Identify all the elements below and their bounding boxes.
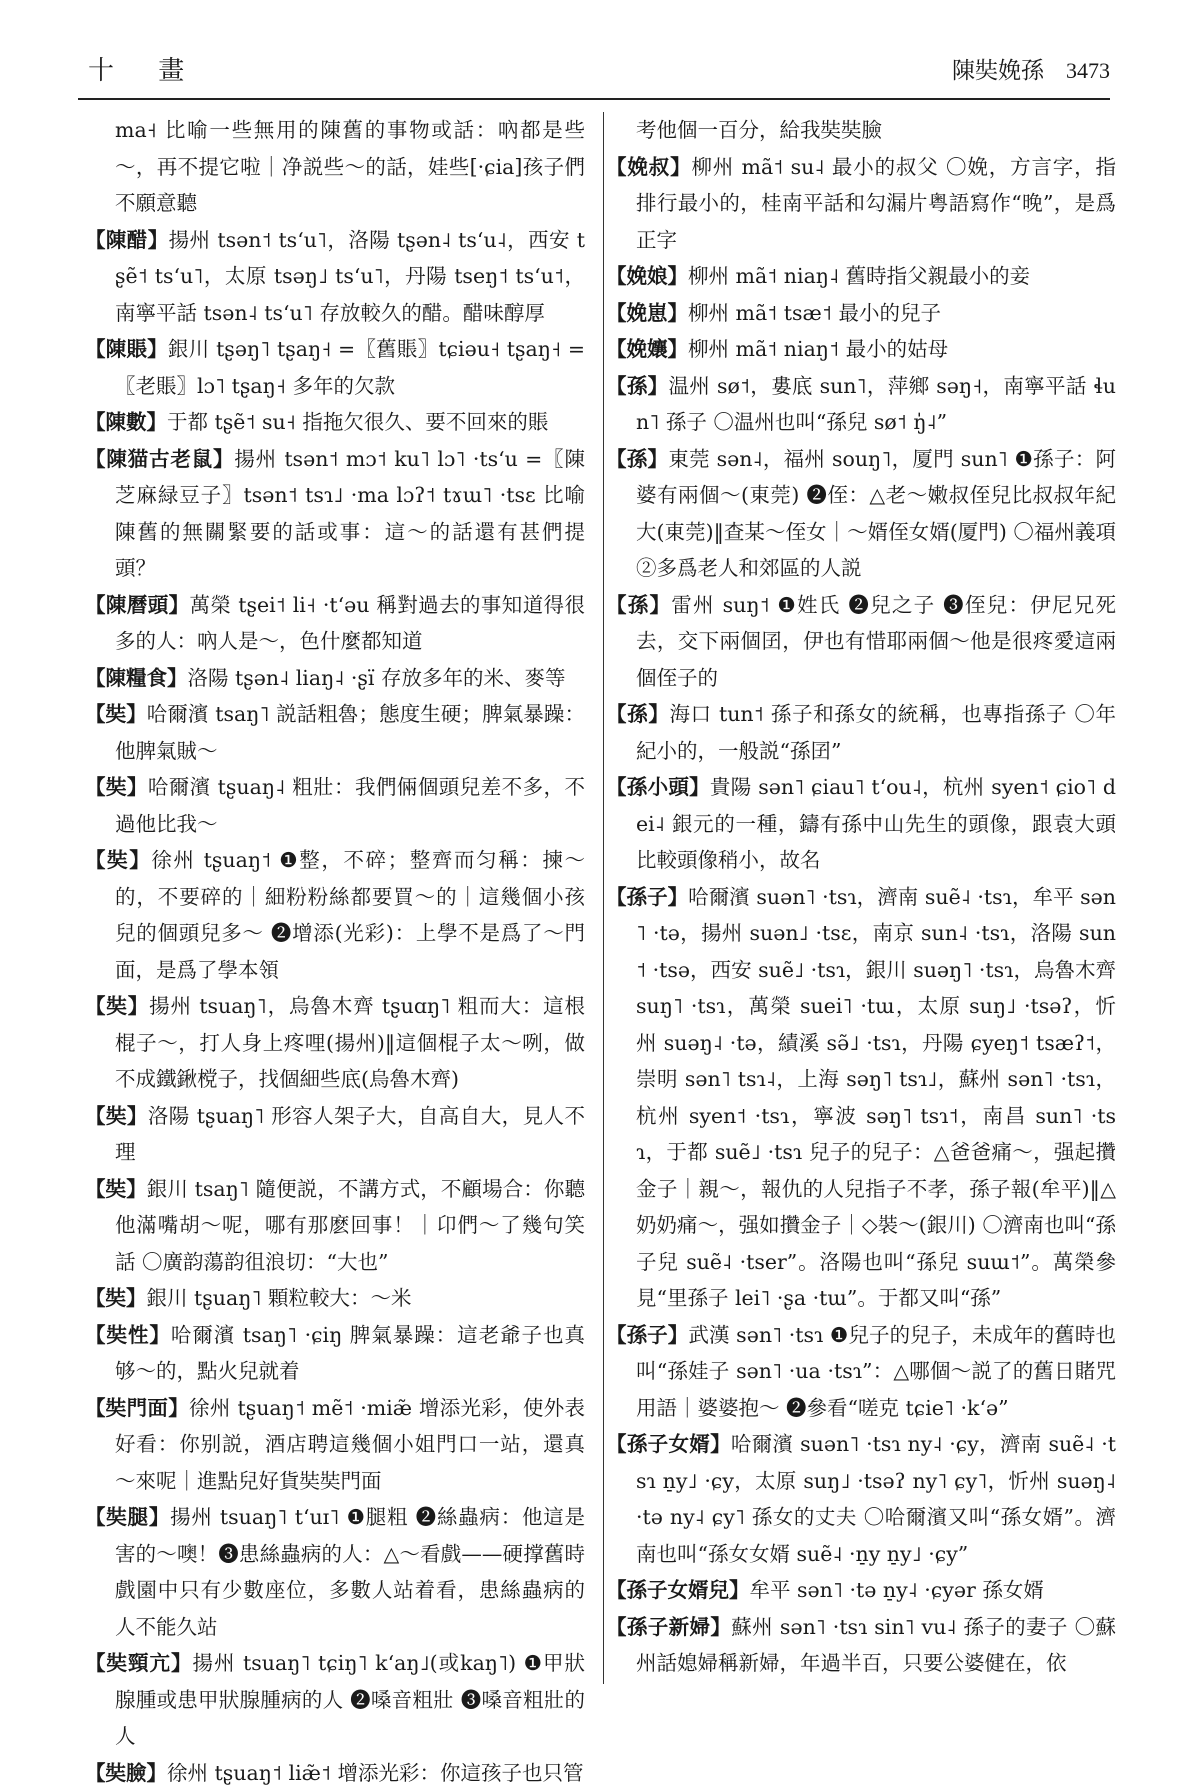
headword: 【奘】 xyxy=(85,775,148,799)
dictionary-entry xyxy=(606,587,1116,697)
headword: 【陳醋】 xyxy=(85,228,169,252)
definition: 洛陽 tʂuaŋ˥ 形容人架子大，自高自大，見人不理 xyxy=(115,1104,585,1165)
headword: 【奘門面】 xyxy=(85,1396,189,1420)
headword: 【孫】 xyxy=(606,593,671,617)
headword: 【娩娘】 xyxy=(606,264,688,288)
definition: 徐州 tʂuaŋ˦ mẽ˦ ·miæ̃ 增添光彩，使外表好看：你别説，酒店聘這幾個小姐門口一站，還真～來呢｜進點兒好貨奘奘門面 xyxy=(115,1396,585,1493)
definition: 哈爾濱 tsaŋ˥ 説話粗魯；態度生硬；脾氣暴躁：他脾氣賊～ xyxy=(115,702,585,763)
dictionary-entry xyxy=(85,1098,585,1171)
headword: 【陳糧食】 xyxy=(85,666,188,690)
column-divider xyxy=(603,112,604,1684)
definition: 哈爾濱 tʂuaŋ˨ 粗壯：我們倆個頭兒差不多，不過他比我～ xyxy=(115,775,585,836)
headword: 【孫】 xyxy=(606,374,668,398)
definition: 牟平 sən˥ ·tə n̠y˨ ·ɕyər 孫女婿 xyxy=(750,1578,1044,1602)
header-rule xyxy=(78,98,1110,100)
definition: 揚州 tsən˦ tsʻu˥，洛陽 tʂən˨ tsʻu˨，西安 tʂẽ˦ tsʻu˥，太原 tsəŋ˩ tsʻu˥，丹陽 tseŋ˦ tsʻu˦，南寧平話 tsən˨ tsʻu˥ 存放較久的醋。醋味醇厚 xyxy=(115,228,585,325)
headword: 【陳猫古老鼠】 xyxy=(85,447,234,471)
dictionary-entry xyxy=(606,1426,1116,1572)
dictionary-entry xyxy=(606,295,1116,332)
definition: 哈爾濱 tsaŋ˥ ·ɕiŋ 脾氣暴躁：這老爺子也真够～的，點火兒就着 xyxy=(115,1323,585,1384)
headword: 【陳曆頭】 xyxy=(85,593,190,617)
definition: 哈爾濱 suən˥ ·tsɿ ny˨ ·ɕy，濟南 suẽ˨ ·tsɿ n̠y˩ ·ɕy，太原 suŋ˩ ·tsəʔ ny˥ ɕy˥，忻州 suəŋ˨ ·tə ny˨ ɕy˥ 孫女的丈夫 〇哈爾濱又叫“孫女婿”。濟南也叫“孫女女婿 suẽ˨ ·n̠y n̠y˩ ·ɕy” xyxy=(636,1432,1116,1566)
dictionary-entry xyxy=(85,404,585,441)
dictionary-entry xyxy=(606,1317,1116,1427)
headword: 【娩叔】 xyxy=(606,155,691,179)
definition: 哈爾濱 suən˥ ·tsɿ，濟南 suẽ˨ ·tsɿ，牟平 sən˥ ·tə，揚州 suən˩ ·tsɛ，南京 sun˨ ·tsɿ，洛陽 sun˦ ·tsə，西安 suẽ˩ ·tsɿ，銀川 suəŋ˥ ·tsɿ，烏魯木齊 suŋ˥ ·tsɿ，萬榮 suei˥ ·tɯ，太原 suŋ˩ ·tsəʔ，忻州 suəŋ˨ ·tə，績溪 sə̃˩ ·tsɿ，丹陽 ɕyeŋ˦ tsæʔ˦，崇明 sən˥ tsɿ˨，上海 səŋ˥ tsɿ˩，蘇州 sən˥ ·tsɿ，杭州 syen˦ ·tsɿ，寧波 səŋ˥ tsɿ˦，南昌 sun˥ ·tsɿ，于都 suẽ˩ ·tsɿ 兒子的兒子：△爸爸痛～，强起攢金子｜親～，報仇的人兒指子不孝，孫子報(牟平)‖△奶奶痛～，强如攢金子｜◇裝～(銀川) 〇濟南也叫“孫子兒 suẽ˨ ·tser”。洛陽也叫“孫兒 suɯ˦”。萬榮參見“里孫子 lei˥ ·ʂa ·tɯ”。于都又叫“孫” xyxy=(636,885,1116,1311)
definition: 武漢 sən˥ ·tsɿ ❶兒子的兒子，未成年的舊時也叫“孫娃子 sən˥ ·ua ·tsɿ”：△哪個～説了的舊日賭咒用語｜婆婆抱～ ❷參看“嗟克 tɕie˥ ·kʻə” xyxy=(636,1323,1116,1420)
headword: 【孫子新婦】 xyxy=(606,1615,731,1639)
dictionary-entry xyxy=(85,988,585,1098)
headword: 【孫子】 xyxy=(606,1323,688,1347)
dictionary-entry xyxy=(85,1645,585,1755)
left-column xyxy=(85,112,585,1791)
headword: 【孫小頭】 xyxy=(606,775,710,799)
dictionary-entry xyxy=(85,587,585,660)
definition: 貴陽 sən˥ ɕiau˥ tʻou˨，杭州 syen˦ ɕio˥ dei˨ 銀元的一種，鑄有孫中山先生的頭像，跟袁大頭比較頭像稍小，故名 xyxy=(636,775,1116,872)
dictionary-entry xyxy=(85,441,585,587)
dictionary-entry xyxy=(606,149,1116,259)
dictionary-entry xyxy=(606,441,1116,587)
definition: 揚州 tsən˦ mɔ˦ ku˥ lɔ˥ ·tsʻu =〖陳芝麻緑豆子〗tsən˦ tsɿ˩ ·ma lɔʔ˦ tɤɯ˥ ·tsɛ 比喻陳舊的無關緊要的話或事：這～的話還有甚們提頭？ xyxy=(115,447,585,581)
dictionary-entry xyxy=(85,1390,585,1500)
definition: 于都 tʂẽ˦ su˧ 指拖欠很久、要不回來的賬 xyxy=(167,410,548,434)
headword: 【奘】 xyxy=(85,1104,148,1128)
headword: 【奘】 xyxy=(85,848,151,872)
dictionary-entry: 考他個一百分，給我奘奘臉 xyxy=(606,112,1116,149)
headword: 【奘腿】 xyxy=(85,1505,170,1529)
definition: 海口 tun˦ 孫子和孫女的統稱，也專指孫子 〇年紀小的，一般説“孫囝” xyxy=(636,702,1116,763)
dictionary-entry xyxy=(85,769,585,842)
headword: 【孫子】 xyxy=(606,885,688,909)
dictionary-entry xyxy=(85,1499,585,1645)
definition: 銀川 tʂuaŋ˥ 顆粒較大：～米 xyxy=(147,1286,412,1310)
headword: 【奘性】 xyxy=(85,1323,171,1347)
headword: 【奘】 xyxy=(85,994,149,1018)
dictionary-entry xyxy=(606,1572,1116,1609)
dictionary-entry: ma˧ 比喻一些無用的陳舊的事物或話：吶都是些～，再不提它啦｜净説些～的話，娃些[·ɕia]孩子們不願意聽 xyxy=(85,112,585,222)
definition: 銀川 tʂəŋ˥ tʂaŋ˧ =〖舊賬〗tɕiəu˧ tʂaŋ˧ =〖老賬〗lɔ˥ tʂaŋ˧ 多年的欠款 xyxy=(115,337,585,398)
headword: 【陳賬】 xyxy=(85,337,168,361)
definition: 徐州 tʂuaŋ˦ liæ̃˦ 增添光彩：你這孩子也只管 xyxy=(167,1761,584,1785)
dictionary-entry xyxy=(606,696,1116,769)
guide-words: 陳奘娩孫 xyxy=(952,58,1044,84)
dictionary-entry xyxy=(606,368,1116,441)
headword: 【孫】 xyxy=(606,702,669,726)
definition: 雷州 suŋ˦ ❶姓氏 ❷兒之子 ❸侄兒：伊尼兄死去，交下兩個囝，伊也有惜耶兩個～他是很疼愛這兩個侄子的 xyxy=(636,593,1116,690)
section-title: 十 畫 xyxy=(88,50,202,87)
headword: 【奘】 xyxy=(85,1286,147,1310)
right-column xyxy=(606,112,1116,1682)
headword: 【陳數】 xyxy=(85,410,167,434)
headword: 【娩孃】 xyxy=(606,337,688,361)
definition: 柳州 mã˦ tsæ˦ 最小的兒子 xyxy=(688,301,941,325)
dictionary-entry xyxy=(606,258,1116,295)
running-head xyxy=(952,52,1110,85)
dictionary-entry xyxy=(85,1317,585,1390)
definition: 銀川 tsaŋ˥ 隨便説，不講方式，不顧場合：你聽他滿嘴胡～呢，哪有那麽回事！｜卬們～了幾句笑話 〇廣韵蕩韵徂浪切：“大也” xyxy=(115,1177,585,1274)
dictionary-entry xyxy=(606,879,1116,1317)
dictionary-entry xyxy=(85,331,585,404)
page-number: 3473 xyxy=(1066,58,1110,83)
definition: 萬榮 tʂei˦ li˧ ·tʻəu 稱對過去的事知道得很多的人：吶人是～，色什麼都知道 xyxy=(115,593,585,654)
headword: 【奘】 xyxy=(85,1177,147,1201)
dictionary-entry xyxy=(85,1280,585,1317)
headword: 【奘】 xyxy=(85,702,147,726)
dictionary-entry xyxy=(606,331,1116,368)
dictionary-entry xyxy=(85,660,585,697)
definition: 徐州 tʂuaŋ˦ ❶整，不碎；整齊而匀稱：揀～的，不要碎的｜細粉粉絲都要買～的｜這幾個小孩兒的個頭兒多～ ❷增添(光彩)：上學不是爲了～門面，是爲了學本領 xyxy=(115,848,585,982)
definition: 柳州 mã˦ niaŋ˨ 舊時指父親最小的妾 xyxy=(688,264,1030,288)
definition: 揚州 tsuaŋ˥，烏魯木齊 tʂuɑŋ˥ 粗而大：這根棍子～，打人身上疼哩(揚州)‖這個棍子太～咧，做不成鐵鍬𣗋子，找個細些底(烏魯木齊) xyxy=(115,994,585,1091)
dictionary-entry xyxy=(85,1755,585,1791)
headword: 【孫子女婿】 xyxy=(606,1432,731,1456)
definition: 東莞 sən˨，福州 souŋ˥，厦門 sun˥ ❶孫子：阿婆有兩個～(東莞) ❷侄：△老～嫩叔侄兒比叔叔年紀大(東莞)‖查某～侄女｜～婿侄女婿(厦門) 〇福州義項②多爲老人和郊區的人説 xyxy=(636,447,1116,581)
dictionary-entry xyxy=(606,1609,1116,1682)
definition: 柳州 mã˦ niaŋ˦ 最小的姑母 xyxy=(688,337,948,361)
headword: 【孫】 xyxy=(606,447,668,471)
definition: 柳州 mã˦ su˨ 最小的叔父 〇娩，方言字，指排行最小的，桂南平話和勾漏片粤語寫作“晚”，是爲正字 xyxy=(636,155,1116,252)
dictionary-entry xyxy=(85,696,585,769)
dictionary-entry xyxy=(606,769,1116,879)
dictionary-entry xyxy=(85,842,585,988)
definition: 洛陽 tʂən˨ liaŋ˨ ·ʂï 存放多年的米、麥等 xyxy=(188,666,566,690)
dictionary-entry xyxy=(85,1171,585,1281)
headword: 【娩崽】 xyxy=(606,301,688,325)
page-header xyxy=(78,50,1110,90)
definition: 蘇州 sən˥ ·tsɿ sin˥ vu˨ 孫子的妻子 〇蘇州話媳婦稱新婦，年過半百，只要公婆健在，依 xyxy=(636,1615,1116,1676)
definition: 揚州 tsuaŋ˥ tɕiŋ˥ kʻaŋ˩(或kaŋ˥) ❶甲狀腺腫或患甲狀腺腫病的人 ❷嗓音粗壯 ❸嗓音粗壯的人 xyxy=(115,1651,585,1748)
definition: 揚州 tsuaŋ˥ tʻuɪ˥ ❶腿粗 ❷絲蟲病：他這是害的～噢！❸患絲蟲病的人：△～看戲——硬撑舊時戲園中只有少數座位，多數人站着看，患絲蟲病的人不能久站 xyxy=(115,1505,585,1639)
definition: 温州 sø˦，婁底 sun˥，萍鄉 səŋ˧，南寧平話 ɬun˥ 孫子 〇温州也叫“孫兒 sø˦ ŋ̍˨” xyxy=(636,374,1116,435)
headword: 【孫子女婿兒】 xyxy=(606,1578,750,1602)
headword: 【奘頸亢】 xyxy=(85,1651,193,1675)
dictionary-entry xyxy=(85,222,585,332)
headword: 【奘臉】 xyxy=(85,1761,167,1785)
